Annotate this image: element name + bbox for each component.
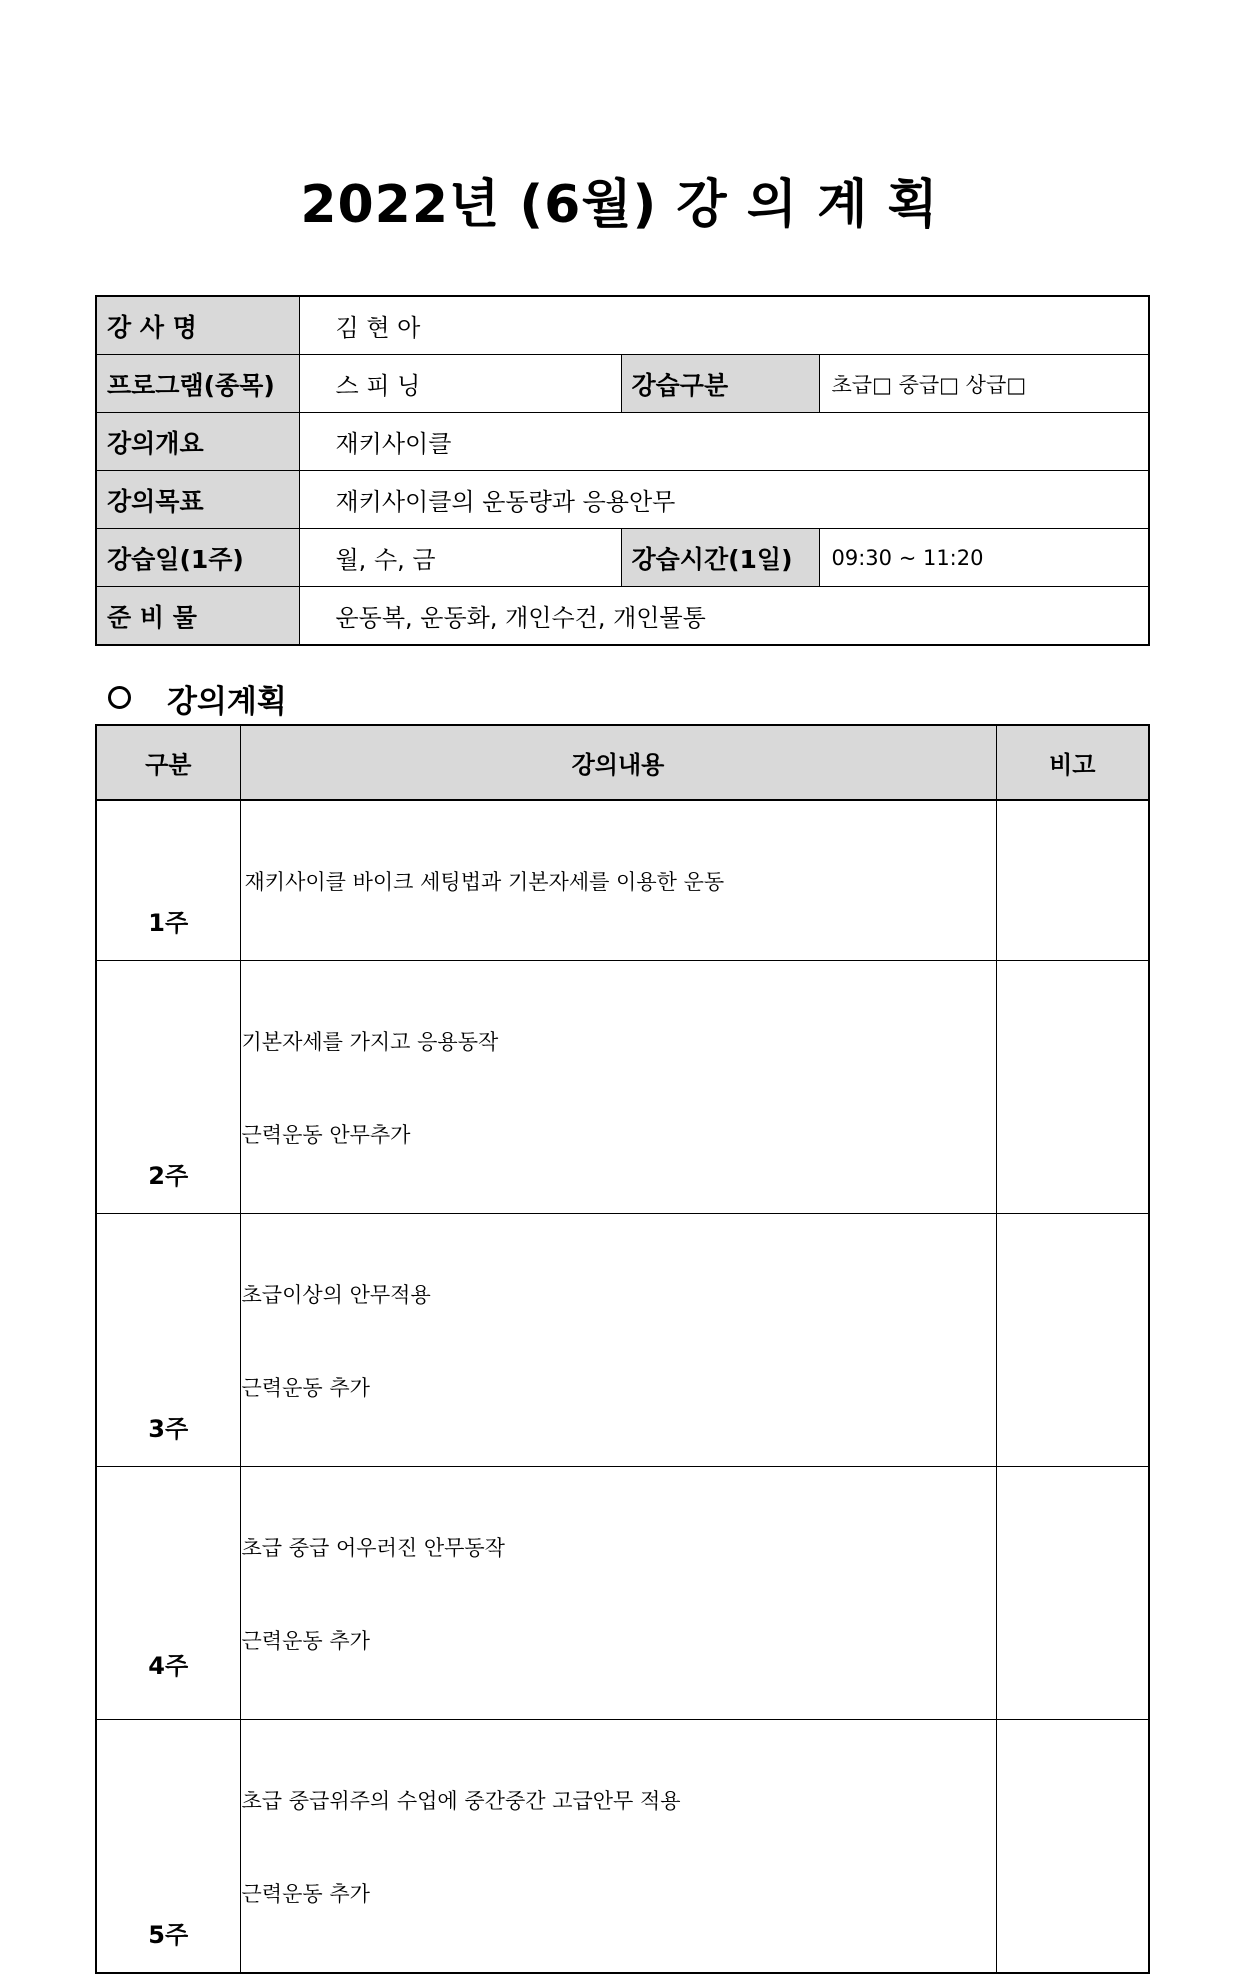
header-division: 구분 xyxy=(96,725,240,800)
instructor-row xyxy=(96,296,1149,355)
supplies-label: 준 비 물 xyxy=(96,587,299,646)
week-label: 3주 xyxy=(148,1415,189,1443)
course-info-table xyxy=(95,295,1150,646)
content-line: 근력운동 안무추가 xyxy=(241,1123,411,1147)
plan-row-week3 xyxy=(96,1214,1149,1467)
section-title: 강의계획 xyxy=(167,684,287,720)
time-value: 09:30 ~ 11:20 xyxy=(819,529,1149,587)
lecture-plan-table xyxy=(95,724,1150,1974)
content-cell xyxy=(240,1214,996,1467)
instructor-label: 강 사 명 xyxy=(96,296,299,355)
week-label: 4주 xyxy=(148,1652,189,1680)
plan-row-week2 xyxy=(96,961,1149,1214)
note-cell xyxy=(996,1467,1149,1720)
content-line: 근력운동 추가 xyxy=(241,1376,370,1400)
plan-row-week1 xyxy=(96,800,1149,961)
week-cell xyxy=(96,961,240,1214)
overview-value: 재키사이클 xyxy=(299,413,1149,471)
page-title: 2022년 (6월) 강 의 계 획 xyxy=(300,175,939,235)
days-value: 월, 수, 금 xyxy=(299,529,621,587)
content-line: 초급 중급 어우러진 안무동작 xyxy=(241,1536,505,1560)
days-row xyxy=(96,529,1149,587)
supplies-row xyxy=(96,587,1149,646)
content-line: 초급 중급위주의 수업에 중간중간 고급안무 적용 xyxy=(241,1789,681,1813)
content-cell xyxy=(240,1720,996,1974)
goal-label: 강의목표 xyxy=(96,471,299,529)
week-cell xyxy=(96,1214,240,1467)
content-cell xyxy=(240,800,996,961)
program-label: 프로그램(종목) xyxy=(96,355,299,413)
plan-header-row xyxy=(96,725,1149,800)
week-label: 2주 xyxy=(148,1162,189,1190)
overview-label: 강의개요 xyxy=(96,413,299,471)
content-line: 재키사이클 바이크 세팅법과 기본자세를 이용한 운동 xyxy=(244,870,725,894)
instructor-value: 김 현 아 xyxy=(299,296,1149,355)
note-cell xyxy=(996,1214,1149,1467)
week-cell xyxy=(96,1720,240,1974)
note-cell xyxy=(996,1720,1149,1974)
content-line: 근력운동 추가 xyxy=(241,1882,370,1906)
days-label: 강습일(1주) xyxy=(96,529,299,587)
goal-row xyxy=(96,471,1149,529)
supplies-value: 운동복, 운동화, 개인수건, 개인물통 xyxy=(299,587,1149,646)
week-cell xyxy=(96,1467,240,1720)
overview-row xyxy=(96,413,1149,471)
goal-value: 재키사이클의 운동량과 응용안무 xyxy=(299,471,1149,529)
note-cell xyxy=(996,800,1149,961)
content-line: 초급이상의 안무적용 xyxy=(241,1283,431,1307)
content-cell xyxy=(240,961,996,1214)
section-heading xyxy=(108,676,287,721)
header-note: 비고 xyxy=(996,725,1149,800)
circle-bullet-icon xyxy=(108,686,131,709)
level-label: 강습구분 xyxy=(621,355,819,413)
note-cell xyxy=(996,961,1149,1214)
week-label: 5주 xyxy=(148,1921,189,1949)
level-options: 초급□ 중급□ 상급□ xyxy=(819,355,1149,413)
time-label: 강습시간(1일) xyxy=(621,529,819,587)
program-value: 스 피 닝 xyxy=(299,355,621,413)
content-line: 기본자세를 가지고 응용동작 xyxy=(241,1030,499,1054)
plan-row-week4 xyxy=(96,1467,1149,1720)
content-line: 근력운동 추가 xyxy=(241,1629,370,1653)
content-cell xyxy=(240,1467,996,1720)
plan-row-week5 xyxy=(96,1720,1149,1974)
program-row xyxy=(96,355,1149,413)
header-content: 강의내용 xyxy=(240,725,996,800)
week-label: 1주 xyxy=(148,909,189,937)
week-cell xyxy=(96,800,240,961)
